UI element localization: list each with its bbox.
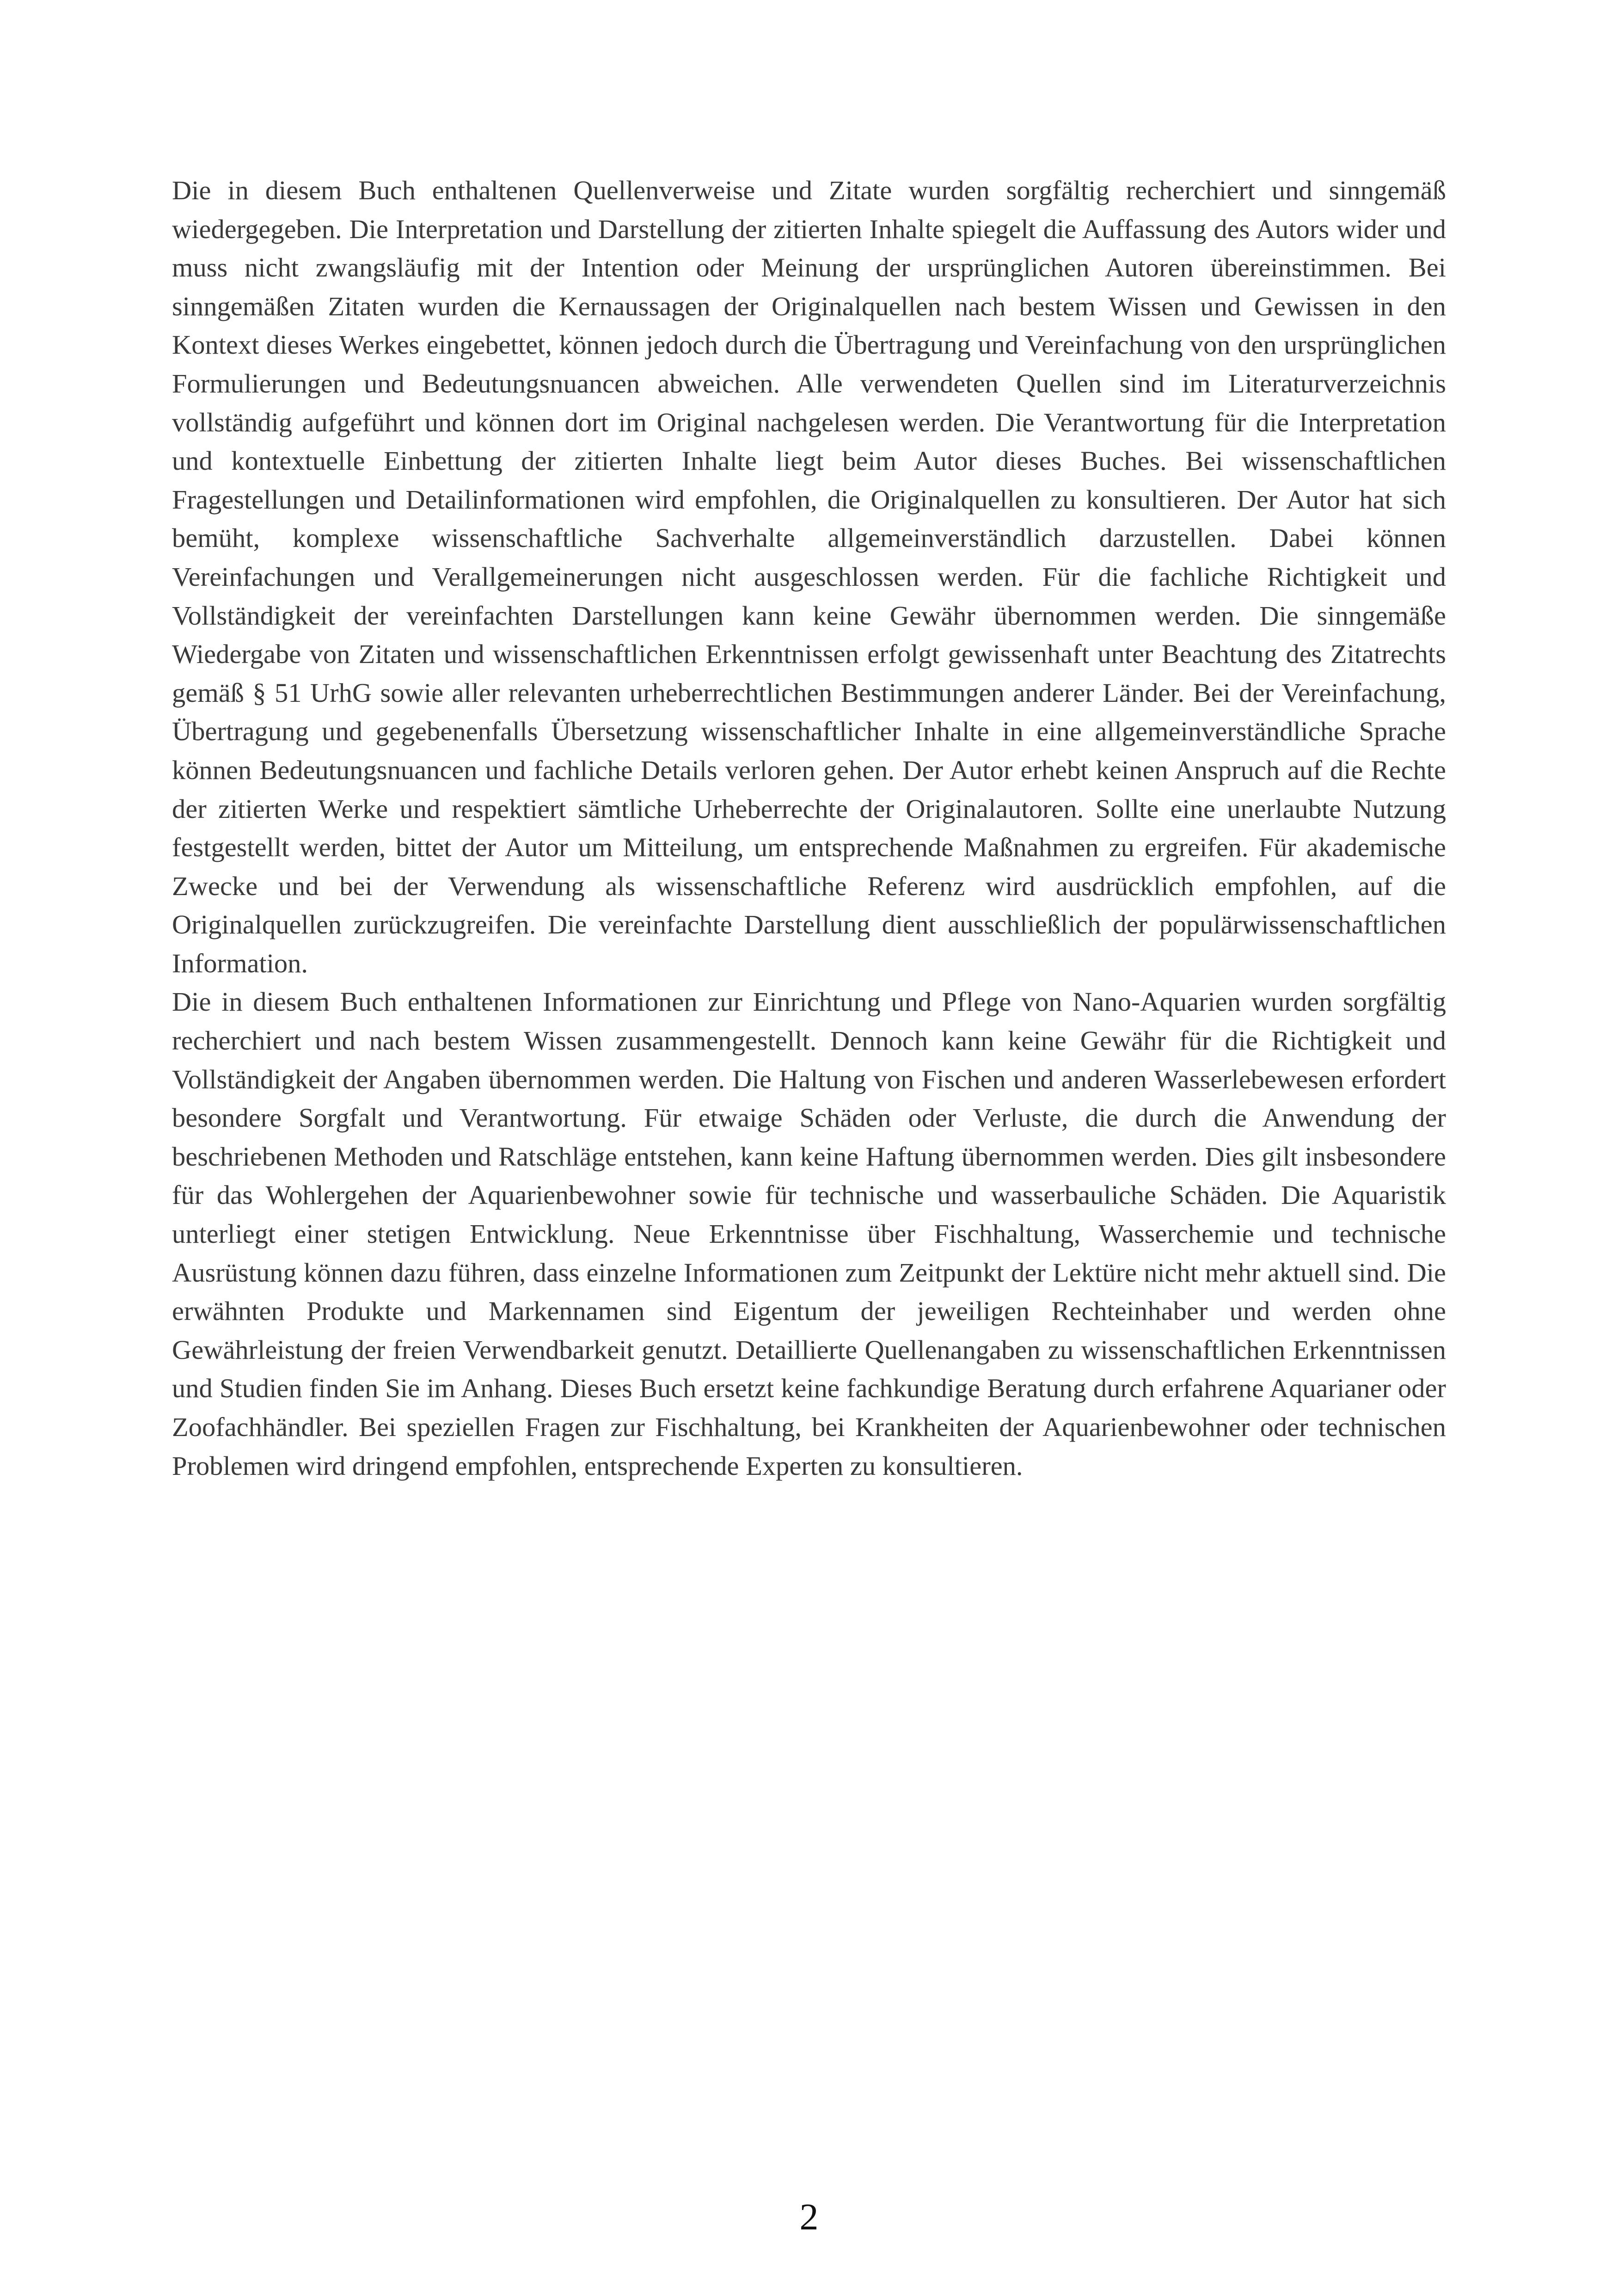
- paragraph-aquarium-disclaimer: Die in diesem Buch enthaltenen Informationen zur Einrichtung und Pflege von Nano-Aquarien wurden sorgfältig recherchiert und nach bestem Wissen zusammengestellt. Dennoch kann keine Gewähr für die Richtigkeit und Vollständigkeit der Angaben übernommen werden. Die Haltung von Fischen und anderen Wasserlebewesen erfordert besondere Sorgfalt und Verantwortung. Für etwaige Schäden oder Verluste, die durch die Anwendung der beschriebenen Methoden und Ratschläge entstehen, kann keine Haftung übernommen werden. Dies gilt insbesondere für das Wohlergehen der Aquarienbewohner sowie für technische und wasserbauliche Schäden. Die Aquaristik unterliegt einer stetigen Entwicklung. Neue Erkenntnisse über Fischhaltung, Wasserchemie und technische Ausrüstung können dazu führen, dass einzelne Informationen zum Zeitpunkt der Lektüre nicht mehr aktuell sind. Die erwähnten Produkte und Markennamen sind Eigentum der jeweiligen Rechteinhaber und werden ohne Gewährleistung der freien Verwendbarkeit genutzt. Detaillierte Quellenangaben zu wissenschaftlichen Erkenntnissen und Studien finden Sie im Anhang. Dieses Buch ersetzt keine fachkundige Beratung durch erfahrene Aquarianer oder Zoofachhändler. Bei speziellen Fragen zur Fischhaltung, bei Krankheiten der Aquarienbewohner oder technischen Problemen wird dringend empfohlen, entsprechende Experten zu konsultieren.: [172, 987, 1446, 1481]
- page-number: 2: [799, 2196, 819, 2238]
- body-text: [172, 171, 1446, 1485]
- paragraph-source-disclaimer: Die in diesem Buch enthaltenen Quellenverweise und Zitate wurden sorgfältig recherchiert und sinngemäß wiedergegeben. Die Interpretation und Darstellung der zitierten Inhalte spiegelt die Auffassung des Autors wider und muss nicht zwangsläufig mit der Intention oder Meinung der ursprünglichen Autoren übereinstimmen. Bei sinngemäßen Zitaten wurden die Kernaussagen der Originalquellen nach bestem Wissen und Gewissen in den Kontext dieses Werkes eingebettet, können jedoch durch die Übertragung und Vereinfachung von den ursprünglichen Formulierungen und Bedeutungsnuancen abweichen. Alle verwendeten Quellen sind im Literaturverzeichnis vollständig aufgeführt und können dort im Original nachgelesen werden. Die Verantwortung für die Interpretation und kontextuelle Einbettung der zitierten Inhalte liegt beim Autor dieses Buches. Bei wissenschaftlichen Fragestellungen und Detailinformationen wird empfohlen, die Originalquellen zu konsultieren. Der Autor hat sich bemüht, komplexe wissenschaftliche Sachverhalte allgemeinverständlich darzustellen. Dabei können Vereinfachungen und Verallgemeinerungen nicht ausgeschlossen werden. Für die fachliche Richtigkeit und Vollständigkeit der vereinfachten Darstellungen kann keine Gewähr übernommen werden. Die sinngemäße Wiedergabe von Zitaten und wissenschaftlichen Erkenntnissen erfolgt gewissenhaft unter Beachtung des Zitatrechts gemäß § 51 UrhG sowie aller relevanten urheberrechtlichen Bestimmungen anderer Länder. Bei der Vereinfachung, Übertragung und gegebenenfalls Übersetzung wissenschaftlicher Inhalte in eine allgemeinverständliche Sprache können Bedeutungsnuancen und fachliche Details verloren gehen. Der Autor erhebt keinen Anspruch auf die Rechte der zitierten Werke und respektiert sämtliche Urheberrechte der Originalautoren. Sollte eine unerlaubte Nutzung festgestellt werden, bittet der Autor um Mitteilung, um entsprechende Maßnahmen zu ergreifen. Für akademische Zwecke und bei der Verwendung als wissenschaftliche Referenz wird ausdrücklich empfohlen, auf die Originalquellen zurückzugreifen. Die vereinfachte Darstellung dient ausschließlich der populärwissenschaftlichen Information.: [172, 175, 1446, 978]
